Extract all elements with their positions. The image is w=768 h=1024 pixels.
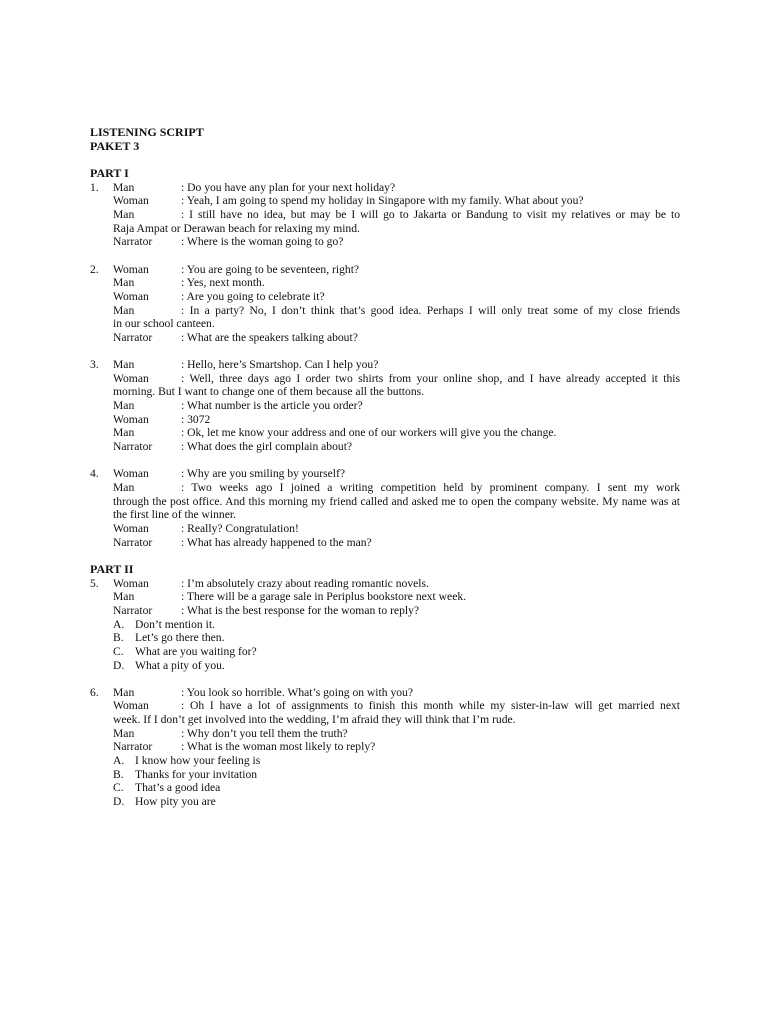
dialogue-text: : Are you going to celebrate it? — [181, 289, 325, 303]
option-letter: A. — [113, 617, 125, 631]
answer-option — [90, 754, 680, 768]
dialogue-text: : What does the girl complain about? — [181, 440, 353, 454]
dialogue-line — [90, 440, 680, 454]
option-text: What a pity of you. — [135, 658, 225, 672]
dialogue-text: : What number is the article you order? — [181, 399, 363, 413]
option-letter: B. — [113, 631, 124, 645]
dialogue-line — [90, 727, 680, 741]
dialogue-text: : What are the speakers talking about? — [181, 330, 358, 344]
dialogue-text: : I still have no idea, but may be I will go to Jakarta or Bandung to visit my relatives or may be to — [181, 207, 680, 221]
speaker-label: Woman — [113, 576, 149, 590]
dialogue-line — [90, 194, 680, 208]
answer-option — [90, 618, 680, 632]
speaker-label: Woman — [113, 371, 149, 385]
speaker-label: Man — [113, 685, 135, 699]
speaker-label: Man — [113, 276, 135, 290]
item-number: 1. — [90, 180, 99, 194]
option-text: What are you waiting for? — [135, 644, 257, 658]
dialogue-text: : What is the woman most likely to reply? — [181, 740, 376, 754]
option-letter: C. — [113, 781, 124, 795]
speaker-label: Woman — [113, 262, 149, 276]
dialogue-text: : 3072 — [181, 412, 211, 426]
dialogue-item — [90, 263, 680, 345]
dialogue-line — [90, 740, 680, 754]
speaker-label: Man — [113, 180, 135, 194]
dialogue-line — [90, 331, 680, 345]
dialogue-item — [90, 467, 680, 549]
dialogue-line — [90, 481, 680, 495]
dialogue-line — [90, 467, 680, 481]
dialogue-text: : Two weeks ago I joined a writing competition held by prominent company. I sent my work — [181, 481, 680, 494]
document-subtitle: PAKET 3 — [90, 138, 140, 153]
dialogue-text: : Do you have any plan for your next holiday? — [181, 180, 396, 194]
dialogue-text: : What has already happened to the man? — [181, 535, 372, 549]
dialogue-text: : Yeah, I am going to spend my holiday in Singapore with my family. What about you? — [181, 194, 584, 208]
spacer — [90, 809, 680, 823]
answer-option — [90, 645, 680, 659]
dialogue-continuation: Raja Ampat or Derawan beach for relaxing my mind. — [113, 221, 360, 235]
dialogue-item — [90, 181, 680, 249]
speaker-label: Narrator — [113, 440, 153, 454]
speaker-label: Woman — [113, 521, 149, 535]
option-letter: D. — [113, 795, 125, 809]
dialogue-line — [90, 604, 680, 618]
speaker-label: Man — [113, 303, 135, 317]
dialogue-text: : In a party? No, I don’t think that’s good idea. Perhaps I will only treat some of my close friends — [181, 303, 680, 317]
dialogue-text: : I’m absolutely crazy about reading romantic novels. — [181, 576, 429, 590]
spacer — [90, 344, 680, 358]
dialogue-text: : Well, three days ago I order two shirts from your online shop, and I have already accepted it this — [181, 371, 680, 385]
speaker-label: Man — [113, 481, 135, 494]
dialogue-line — [90, 399, 680, 413]
speaker-label: Man — [113, 358, 135, 372]
option-text: Thanks for your invitation — [135, 767, 258, 781]
dialogue-line — [90, 413, 680, 427]
speaker-label: Man — [113, 590, 135, 604]
dialogue-line — [90, 699, 680, 713]
dialogue-line — [90, 577, 680, 591]
dialogue-text: : Yes, next month. — [181, 276, 265, 290]
speaker-label: Narrator — [113, 603, 153, 617]
answer-option — [90, 768, 680, 782]
dialogue-line — [90, 358, 680, 372]
dialogue-line — [90, 372, 680, 386]
speaker-label: Narrator — [113, 235, 153, 249]
answer-option — [90, 659, 680, 673]
document-page — [90, 126, 680, 822]
dialogue-continuation: through the post office. And this morning my friend called and asked me to open the company website. My name was at the first line of the winner. — [113, 494, 680, 522]
speaker-label: Narrator — [113, 535, 153, 549]
answer-option — [90, 781, 680, 795]
option-text: Let’s go there then. — [135, 631, 225, 645]
dialogue-line — [90, 208, 680, 222]
dialogue-text: : You are going to be seventeen, right? — [181, 262, 360, 276]
item-number: 6. — [90, 685, 99, 699]
dialogue-line — [90, 263, 680, 277]
speaker-label: Man — [113, 399, 135, 413]
dialogue-line — [90, 276, 680, 290]
part-1-items — [90, 181, 680, 563]
option-letter: B. — [113, 767, 124, 781]
dialogue-text: : What is the best response for the woman to reply? — [181, 603, 420, 617]
spacer — [90, 672, 680, 686]
option-text: How pity you are — [135, 795, 216, 809]
speaker-label: Narrator — [113, 740, 153, 754]
dialogue-text: : Why are you smiling by yourself? — [181, 467, 345, 481]
dialogue-line — [90, 181, 680, 195]
dialogue-item — [90, 577, 680, 673]
dialogue-line — [90, 686, 680, 700]
item-number: 2. — [90, 262, 99, 276]
dialogue-text: : Ok, let me know your address and one of our workers will give you the change. — [181, 426, 557, 440]
speaker-label: Woman — [113, 289, 149, 303]
speaker-label: Man — [113, 726, 135, 740]
speaker-label: Woman — [113, 412, 149, 426]
option-text: That’s a good idea — [135, 781, 221, 795]
dialogue-line — [90, 522, 680, 536]
spacer — [90, 454, 680, 468]
dialogue-line — [90, 290, 680, 304]
speaker-label: Woman — [113, 467, 149, 481]
dialogue-text: : Oh I have a lot of assignments to finish this month while my sister-in-law will get married next — [181, 699, 680, 713]
option-letter: A. — [113, 754, 125, 768]
dialogue-text: : You look so horrible. What’s going on with you? — [181, 685, 413, 699]
document-title: LISTENING SCRIPT — [90, 125, 204, 139]
part-1-heading: PART I — [90, 165, 129, 180]
dialogue-continuation: in our school canteen. — [113, 317, 215, 331]
dialogue-text: : There will be a garage sale in Periplus bookstore next week. — [181, 590, 467, 604]
dialogue-line — [90, 235, 680, 249]
spacer — [90, 549, 680, 563]
speaker-label: Woman — [113, 194, 149, 208]
dialogue-text: : Hello, here’s Smartshop. Can I help you? — [181, 358, 379, 372]
option-letter: D. — [113, 658, 125, 672]
option-text: I know how your feeling is — [135, 754, 261, 768]
item-number: 4. — [90, 467, 99, 481]
item-number: 5. — [90, 576, 99, 590]
dialogue-line — [90, 426, 680, 440]
dialogue-continuation: week. If I don’t get involved into the wedding, I’m afraid they will think that I’m rude. — [113, 713, 516, 727]
option-letter: C. — [113, 644, 124, 658]
speaker-label: Man — [113, 426, 135, 440]
item-number: 3. — [90, 358, 99, 372]
speaker-label: Narrator — [113, 330, 153, 344]
dialogue-text: : Really? Congratulation! — [181, 521, 299, 535]
part-2-heading: PART II — [90, 561, 134, 576]
spacer — [90, 249, 680, 263]
dialogue-line — [90, 590, 680, 604]
option-text: Don’t mention it. — [135, 617, 215, 631]
dialogue-text: : Why don’t you tell them the truth? — [181, 726, 348, 740]
answer-option — [90, 631, 680, 645]
speaker-label: Woman — [113, 699, 149, 713]
dialogue-continuation: morning. But I want to change one of them because all the buttons. — [113, 385, 425, 399]
answer-option — [90, 795, 680, 809]
dialogue-text: : Where is the woman going to go? — [181, 235, 344, 249]
dialogue-line — [90, 304, 680, 318]
dialogue-line — [90, 536, 680, 550]
dialogue-item — [90, 686, 680, 809]
dialogue-item — [90, 358, 680, 454]
part-2-items — [90, 577, 680, 823]
speaker-label: Man — [113, 207, 135, 221]
